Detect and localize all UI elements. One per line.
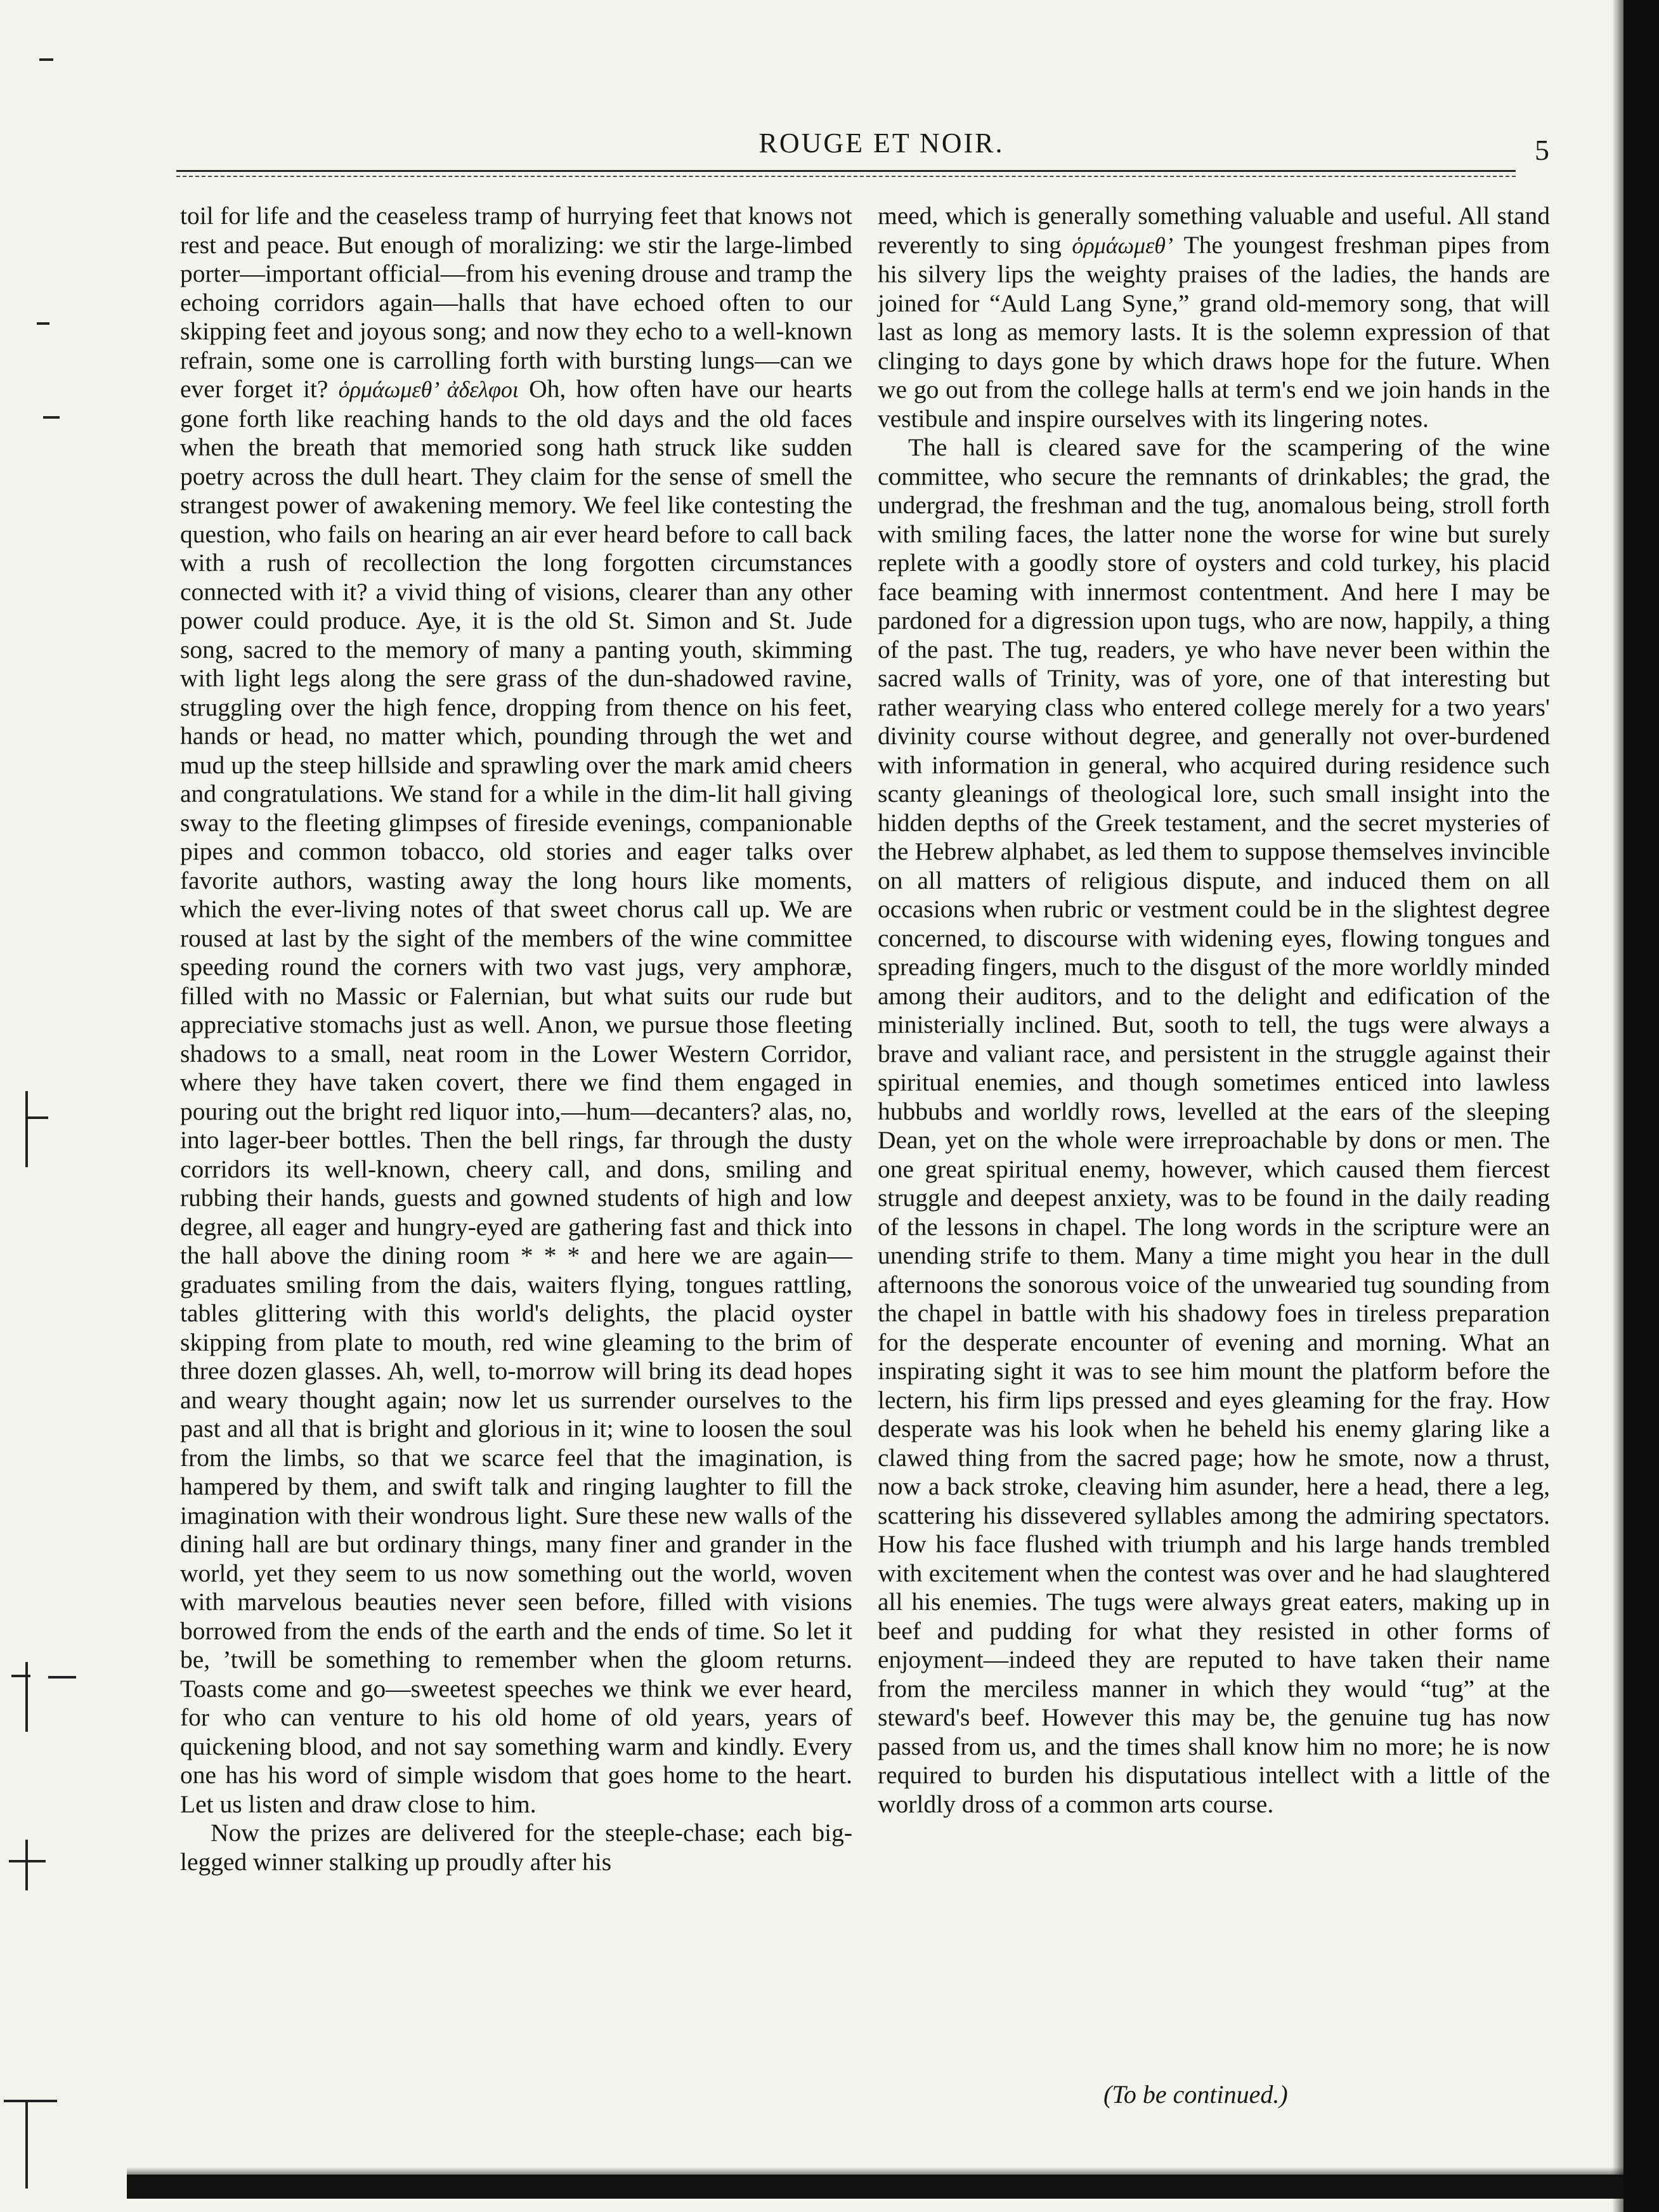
- margin-mark: [25, 1662, 28, 1732]
- margin-mark: [11, 1675, 30, 1677]
- greek-phrase: ὁρμάωμεθ’ ἀδελφοι: [338, 377, 519, 402]
- running-head-title: ROUGE ET NOIR.: [758, 128, 1005, 159]
- margin-mark: [48, 1676, 76, 1679]
- paragraph-text: meed, which is generally something valuable and useful. All stand reverently to sing: [878, 202, 1550, 259]
- header-rule: [176, 170, 1516, 172]
- paragraph: [878, 202, 1550, 433]
- margin-mark: [43, 416, 60, 419]
- margin-mark: [25, 1091, 28, 1167]
- paragraph-text: Oh, how often have our hearts gone forth like reaching hands to the old days and the old faces when the breath that memoried song hath struck like sudden poetry across the dull heart. They claim for the sense of smell the strangest power of awakening memory. We feel like contesting the question, who fails on hearing an air ever heard before to call back with a rush of recollection the long forgotten circumstances connected with it? a vivid thing of visions, clearer than any other power could produce. Aye, it is the old St. Simon and St. Jude song, sacred to the memory of many a panting youth, skimming with light legs along the sere grass of the dun-shadowed ravine, struggling over the high fence, dropping from thence on his feet, hands or head, no matter which, pounding through the wet and mud up the steep hillside and sprawling over the mark amid cheers and congratulations. We stand for a while in the dim-lit hall giving sway to the fleeting glimpses of fireside evenings, companionable pipes and common tobacco, old stories and eager talks over favorite authors, wasting away the long hours like moments, which the ever-living notes of that sweet chorus call up. We are roused at last by the sight of the members of the wine committee speeding round the corners with two vast jugs, very amphoræ, filled with no Massic or Falernian, but what suits our rude but appreciative stomachs just as well. Anon, we pursue those fleeting shadows to a small, neat room in the Lower Western Corridor, where they have taken covert, there we find them engaged in pouring out the bright red liquor into,—hum—decanters? alas, no, into lager-beer bottles. Then the bell rings, far through the dusty corridors its well-known, cheery call, and dons, smiling and rubbing their hands, guests and gowned students of high and low degree, all eager and hungry-eyed are gathering fast and thick into the hall above the dining room * * * and here we are again—graduates smiling from the dais, waiters flying, tongues rattling, tables glittering with this world's delights, the placid oyster skipping from plate to mouth, red wine gleaming to the brim of three dozen glasses. Ah, well, to-morrow will bring its dead hopes and weary thought again; now let us surrender ourselves to the past and all that is bright and glorious in it; wine to loosen the soul from the limbs, so that we scarce feel that the imagination, is hampered by them, and swift talk and ringing laughter to fill the imagination with their wondrous light. Sure these new walls of the dining hall are but ordinary things, many finer and grander in the world, yet they seem to us now something out the world, woven with marvelous beauties never seen before, filled with visions borrowed from the ends of the earth and the ends of time. So let it be, ’twill be something to remember when the gloom returns. Toasts come and go—sweetest speeches we think we ever heard, for who can venture to his old home of old years, years of quickening blood, and not say something warm and kindly. Every one has his word of simple wisdom that goes home to the heart. Let us listen and draw close to him.: [180, 375, 852, 1818]
- left-column: [180, 202, 852, 1876]
- paragraph: Now the prizes are delivered for the steeple-chase; each big-legged winner stalking up proudly after his: [180, 1819, 852, 1876]
- paragraph: [180, 202, 852, 1819]
- bottom-scan-edge: [127, 2175, 1623, 2199]
- continued-note: (To be continued.): [1103, 2080, 1288, 2109]
- margin-mark: [25, 1116, 48, 1119]
- margin-mark: [39, 58, 53, 61]
- margin-mark: [25, 1840, 28, 1890]
- page-number: 5: [1535, 134, 1549, 166]
- margin-mark: [4, 2100, 57, 2102]
- margin-mark: [37, 322, 49, 325]
- greek-phrase: ὁρμάωμεθ’: [1072, 232, 1173, 258]
- header-rule-dashed: [176, 176, 1516, 177]
- binding-shadow: [1623, 0, 1659, 2212]
- right-column: [878, 202, 1550, 1819]
- paragraph: The hall is cleared save for the scampering of the wine committee, who secure the remnants of drinkables; the grad, the undergrad, the freshman and the tug, anomalous being, stroll forth with smiling faces, the latter none the worse for wine but surely replete with a goodly store of oysters and cold turkey, his placid face beaming with innermost contentment. And here I may be pardoned for a digression upon tugs, who are now, happily, a thing of the past. The tug, readers, ye who have never been within the sacred walls of Trinity, was of yore, one of that interesting but rather wearying class who entered college merely for a two years' divinity course without degree, and generally not over-burdened with information in general, who acquired during residence such scanty gleanings of theological lore, such small insight into the hidden depths of the Greek testament, and the secret mysteries of the Hebrew alphabet, as led them to suppose themselves invincible on all matters of religious dispute, and induced them on all occasions when rubric or vestment could be in the slightest degree concerned, to discourse with widening eyes, flowing tongues and spreading fingers, much to the disgust of the more worldly minded among their auditors, and to the delight and edification of the ministerially inclined. But, sooth to tell, the tugs were always a brave and valiant race, and persistent in the struggle against their spiritual enemies, and though sometimes enticed into lawless hubbubs and worldly rows, levelled at the ears of the sleeping Dean, yet on the whole were irreproachable by dons or men. The one great spiritual enemy, however, which caused them fiercest struggle and deepest anxiety, was to be found in the daily reading of the lessons in chapel. The long words in the scripture were an unending strife to them. Many a time might you hear in the dull afternoons the sonorous voice of the unwearied tug sounding from the chapel in battle with his shadowy foes in tireless preparation for the desperate encounter of evening and morning. What an inspirating sight it was to see him mount the platform before the lectern, his firm lips pressed and eyes gleaming for the fray. How desperate was his look when he beheld his enemy glaring like a clawed thing from the sacred page; how he smote, now a thrust, now a back stroke, cleaving him asunder, here a head, there a leg, scattering his dissevered syllables among the admiring spectators. How his face flushed with triumph and his large hands trembled with excitement when the contest was over and he had slaughtered all his enemies. The tugs were always great eaters, making up in beef and pudding for what they resisted in other forms of enjoyment—indeed they are reputed to have taken their name from the merciless manner in which they would “tug” at the steward's beef. However this may be, the genuine tug has now passed from us, and the times shall know him no more; he is now required to burden his disputatious intellect with a little of the worldly dross of a common arts course.: [878, 433, 1550, 1818]
- paragraph-text: toil for life and the ceaseless tramp of hurrying feet that knows not rest and peace. But enough of moralizing: we stir the large-limbed porter—important official—from his evening drouse and tramp the echoing corridors again—halls that have echoed often to our skipping feet and joyous song; and now they echo to a well-known refrain, some one is carrolling forth with bursting lungs—can we ever forget it?: [180, 202, 853, 403]
- paragraph-text: The youngest freshman pipes from his silvery lips the weighty praises of the ladies, the hands are joined for “Auld Lang Syne,” grand old-memory song, that will last as long as memory lasts. It is the solemn expression of that clinging to days gone by which draws hope for the future. When we go out from the college halls at term's end we join hands in the vestibule and inspire ourselves with its lingering notes.: [878, 230, 1551, 433]
- margin-mark: [25, 2100, 28, 2189]
- margin-mark: [9, 1860, 46, 1862]
